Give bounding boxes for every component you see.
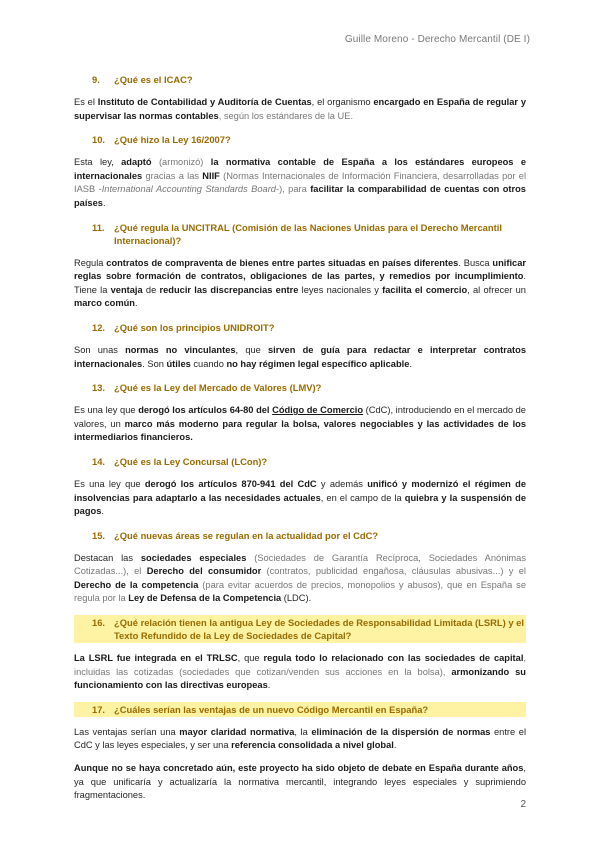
answer-11: Regula contratos de compraventa de bienes entre partes situadas en países diferentes. Busca unificar reglas sobre formación de contratos, obligaciones de las partes, y remedios por incumplimiento. Tiene la ventaja de reducir las discrepancias entre leyes nacionales y facilita el comercio, al ofrecer un marco común.	[74, 257, 526, 309]
question-text: ¿Qué es el ICAC?	[114, 74, 193, 85]
answer-14: Es una ley que derogó los artículos 870-941 del CdC y además unificó y modernizó el régimen de insolvencias para adaptarlo a las necesidades actuales, en el campo de la quiebra y la suspensión de pagos.	[74, 478, 527, 517]
answer-10: Esta ley, adaptó (armonizó) la normativa contable de España a los estándares europeos e internacionales gracias a las NIIF (Normas Internacionales de Información Financiera, desarrolladas por el IASB -International Accounting Standards Board-), para facilitar la comparabilidad de cuentas con otros países.	[74, 157, 527, 208]
answer-13: Es una ley que derogó los artículos 64-80 del Código de Comercio (CdC), introduciendo en el mercado de valores, un marco más moderno para regular la bolsa, valores negociables y las actividades de los intermediarios financieros.	[74, 405, 526, 443]
question-9	[74, 72, 526, 87]
answer-12: Son unas normas no vinculantes, que sirven de guía para redactar e interpretar contratos internacionales. Son útiles cuando no hay régimen legal específico aplicable.	[74, 344, 527, 369]
question-17: 17. ¿Cuáles serían las ventajas de un nuevo Código Mercantil en España?	[74, 702, 526, 717]
answer-9: Es el Instituto de Contabilidad y Auditoría de Cuentas, el organismo encargado en España de regular y supervisar las normas contables, según los estándares de la UE.	[74, 97, 526, 121]
answer-17b: Aunque no se haya concretado aún, este proyecto ha sido objeto de debate en España durante años, ya que unificaría y actualizaría la normativa mercantil, integrando leyes especiales y suprimiendo fragmentaciones.	[74, 763, 526, 801]
question-13: 13. ¿Qué es la Ley del Mercado de Valores (LMV)?	[92, 382, 322, 394]
question-10: 10. ¿Qué hizo la Ley 16/2007?	[92, 134, 231, 146]
page-header: Guille Moreno - Derecho Mercantil (DE I)	[344, 34, 530, 45]
question-number: 9.	[92, 74, 100, 85]
question-11: 11. ¿Qué regula la UNCITRAL (Comisión de las Naciones Unidas para el Derecho Mercantil Internacional)?	[92, 221, 502, 246]
question-12: 12. ¿Qué son los principios UNIDROIT?	[92, 321, 275, 333]
answer-15: Destacan las sociedades especiales (Sociedades de Garantía Recíproca, Sociedades Anónimas Cotizadas...), el Derecho del consumidor (contratos, publicidad engañosa, cláusulas abusivas...) y el Derecho de la competencia (para evitar acuerdos de precios, monopolios y abusos), que en España se regula por la Ley de Defensa de la Competencia (LDC).	[74, 552, 526, 604]
answer-16: La LSRL fue integrada en el TRLSC, que regula todo lo relacionado con las sociedades de capital, incluidas las cotizadas (sociedades que cotizan/venden sus acciones en la bolsa), armonizando su funcionamiento con las directivas europeas.	[74, 653, 526, 691]
answer-17a: Las ventajas serían una mayor claridad normativa, la eliminación de la dispersión de normas entre el CdC y las leyes especiales, y ser una referencia consolidada a nivel global.	[74, 726, 527, 751]
page-number: 2	[520, 799, 526, 810]
question-14: 14. ¿Qué es la Ley Concursal (LCon)?	[92, 455, 268, 467]
page-content	[74, 64, 526, 803]
question-16: 16. ¿Qué relación tienen la antigua Ley de Sociedades de Responsabilidad Limitada (LSRL) y el Texto Refundido de la Ley de Sociedades de Capital?	[74, 615, 526, 643]
question-15: 15. ¿Qué nuevas áreas se regulan en la actualidad por el CdC?	[92, 529, 379, 541]
